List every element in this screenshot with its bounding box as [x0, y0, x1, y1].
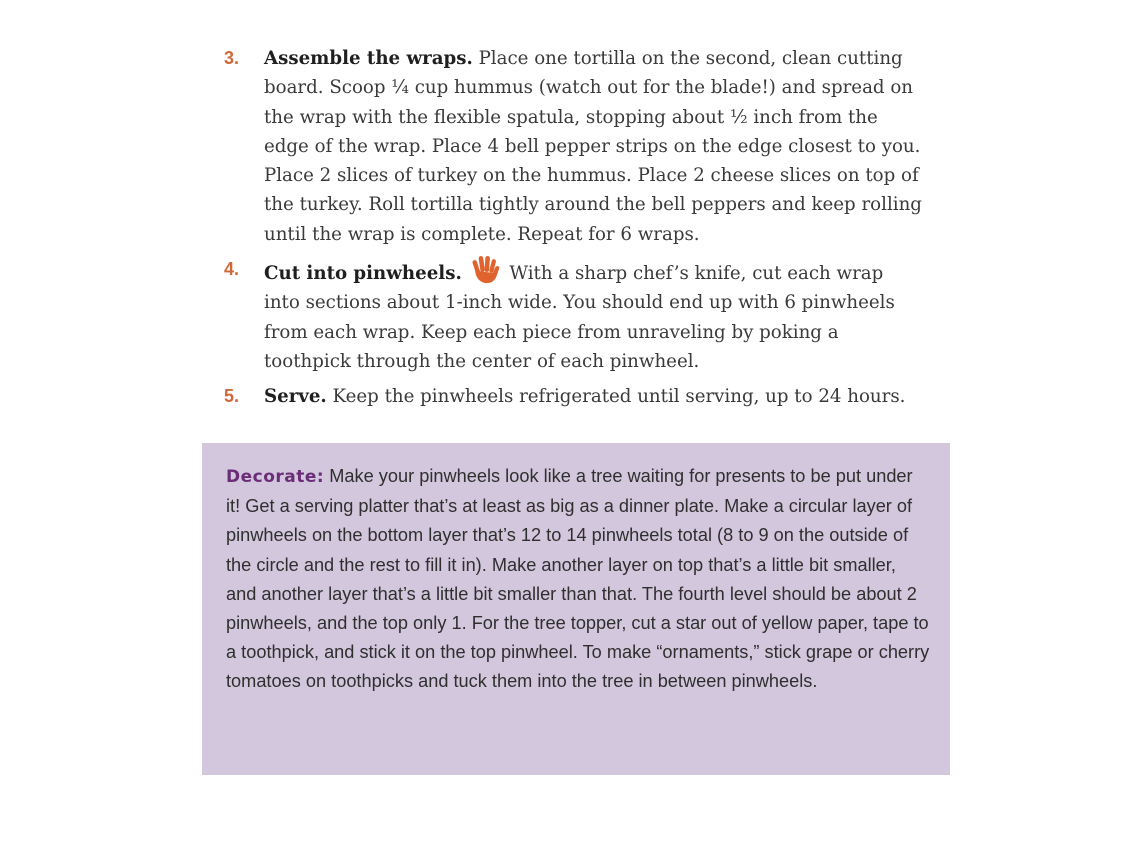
recipe-steps — [224, 44, 924, 418]
hand-caution-icon — [470, 255, 502, 285]
step-title: Serve. — [264, 386, 327, 408]
callout-label: Decorate: — [226, 467, 325, 487]
step-3 — [224, 44, 924, 249]
step-text: Place one tortilla on the second, clean cutting board. Scoop ¼ cup hummus (watch out for the blade!) and spread on the wrap with the flexible spatula, stopping about ½ inch from the edge of the wrap. Place 4 bell pepper strips on the edge closest to you. Place 2 slices of turkey on the hummus. Place 2 cheese slices on top of the turkey. Roll tortilla tightly around the bell peppers and keep rolling until the wrap is complete. Repeat for 6 wraps. — [264, 48, 922, 245]
decorate-callout-box — [202, 443, 950, 775]
step-text: With a sharp chef’s knife, cut each wrap into sections about 1-inch wide. You should end up with 6 pinwheels from each wrap. Keep each piece from unraveling by poking a toothpick through the center of each pinwheel. — [264, 263, 895, 372]
step-title: Assemble the wraps. — [264, 48, 473, 69]
step-4 — [224, 255, 924, 376]
callout-text: Make your pinwheels look like a tree waiting for presents to be put under it! Get a serving platter that’s at least as big as a dinner plate. Make a circular layer of pinwheels on the bottom layer that’s 12 to 14 pinwheels total (8 to 9 on the outside of the circle and the rest to fill it in). Make another layer on top that’s a little bit smaller, and another layer that’s a little bit smaller than that. The fourth level should be about 2 pinwheels, and the top only 1. For the tree topper, cut a star out of yellow paper, tape to a toothpick, and stick it on the top pinwheel. To make “ornaments,” stick grape or cherry tomatoes on toothpicks and tuck them into the tree in between pinwheels. — [226, 466, 930, 692]
step-text: Keep the pinwheels refrigerated until serving, up to 24 hours. — [326, 386, 906, 408]
step-number: 3. — [224, 48, 240, 68]
step-5 — [224, 382, 924, 411]
step-title: Cut into pinwheels. — [264, 263, 462, 285]
step-number: 5. — [224, 386, 240, 407]
step-number: 4. — [224, 259, 240, 280]
